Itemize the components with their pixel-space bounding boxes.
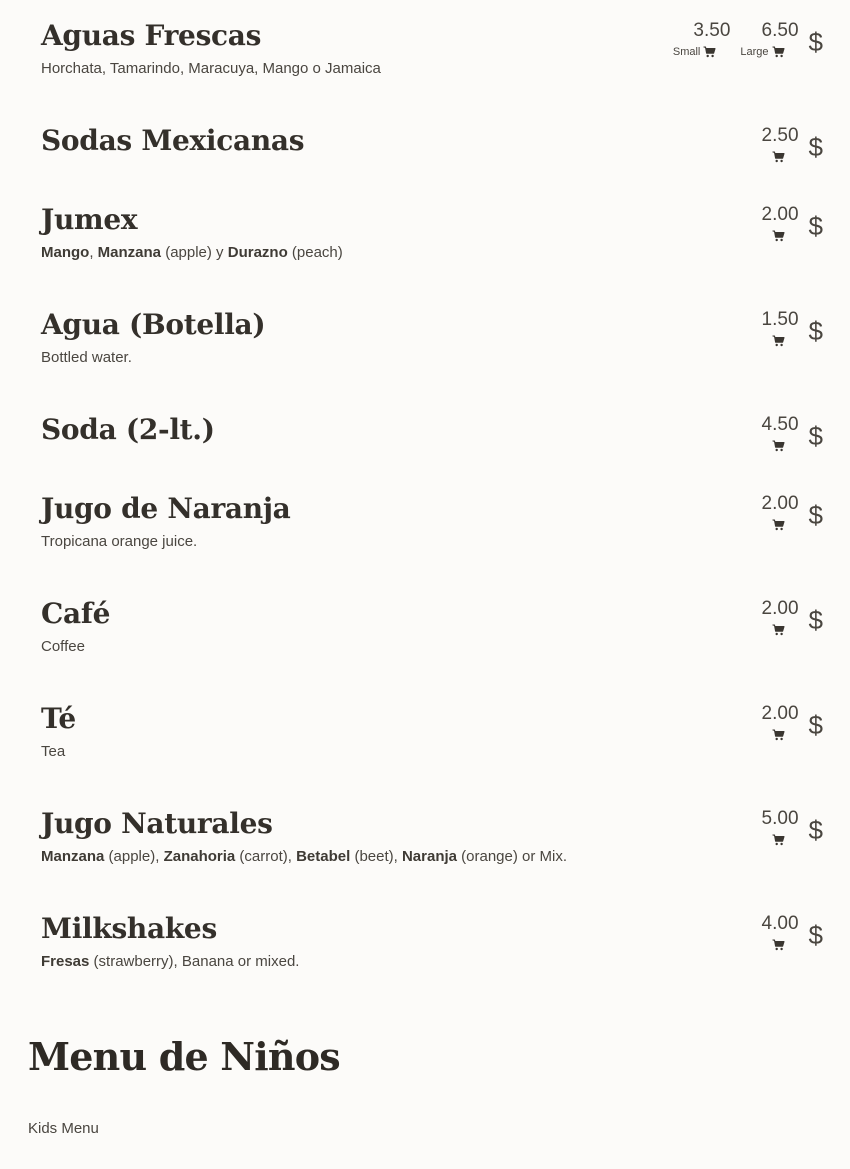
item-name: Té [41, 702, 76, 735]
item-description [41, 742, 65, 762]
shopping-cart-icon[interactable] [772, 834, 785, 846]
price-value: 4.00 [761, 913, 799, 934]
item-name: Milkshakes [41, 912, 217, 945]
price-value: 1.50 [761, 309, 799, 330]
price-value: 5.00 [761, 808, 799, 829]
price-value: 3.50 [693, 20, 731, 41]
price-group [752, 125, 850, 175]
description-highlight: Naranja [401, 848, 457, 865]
menu-item[interactable] [0, 398, 850, 488]
currency-sign: $ [808, 605, 823, 635]
description-text: (peach) [287, 244, 343, 261]
add-to-cart-button[interactable] [772, 228, 785, 244]
description-highlight: Zanahoria [163, 848, 236, 865]
item-description [41, 59, 381, 79]
price-value: 2.00 [761, 703, 799, 724]
item-name: Jugo Naturales [41, 807, 273, 840]
price-option[interactable] [673, 20, 731, 60]
menu-item[interactable] [0, 4, 850, 94]
currency-sign: $ [808, 920, 823, 950]
section-subtitle: Kids Menu [28, 1120, 99, 1137]
price-value: 2.50 [761, 125, 799, 146]
currency-sign: $ [808, 132, 823, 162]
shopping-cart-icon[interactable] [772, 151, 785, 163]
add-to-cart-button[interactable] [772, 622, 785, 638]
price-value: 4.50 [761, 414, 799, 435]
add-to-cart-button[interactable] [740, 44, 784, 60]
shopping-cart-icon[interactable] [703, 46, 716, 58]
add-to-cart-button[interactable] [772, 333, 785, 349]
item-description [41, 847, 567, 867]
section-title: Menu de Niños [28, 1034, 340, 1079]
item-name: Café [41, 597, 111, 630]
item-name: Aguas Frescas [41, 19, 262, 52]
currency-sign: $ [808, 815, 823, 845]
price-option[interactable] [762, 204, 799, 244]
item-description [41, 348, 132, 368]
price-group [752, 204, 850, 254]
description-text: (apple) y [161, 244, 228, 261]
size-label: Large [740, 46, 769, 58]
menu-item[interactable] [0, 293, 850, 383]
item-name: Soda (2-lt.) [41, 413, 215, 446]
add-to-cart-button[interactable] [772, 727, 785, 743]
item-name: Jugo de Naranja [41, 492, 291, 525]
item-name: Jumex [41, 203, 138, 236]
item-description [41, 243, 343, 263]
description-text: , [89, 244, 98, 261]
menu-item[interactable] [0, 897, 850, 987]
price-value: 2.00 [761, 493, 799, 514]
item-description [41, 532, 197, 552]
description-text: Coffee [41, 638, 85, 655]
price-group [752, 493, 850, 543]
menu-item[interactable] [0, 477, 850, 567]
description-highlight: Mango [41, 244, 90, 261]
description-text: Tropicana orange juice. [41, 533, 198, 550]
currency-sign: $ [808, 316, 823, 346]
add-to-cart-button[interactable] [772, 438, 785, 454]
description-text: (orange) or Mix. [457, 848, 568, 865]
price-option[interactable] [762, 703, 799, 743]
currency-sign: $ [808, 211, 823, 241]
price-option[interactable] [762, 913, 799, 953]
shopping-cart-icon[interactable] [772, 440, 785, 452]
price-group [752, 598, 850, 648]
price-group [752, 913, 850, 963]
add-to-cart-button[interactable] [772, 937, 785, 953]
description-highlight: Durazno [227, 244, 288, 261]
shopping-cart-icon[interactable] [772, 335, 785, 347]
currency-sign: $ [808, 421, 823, 451]
description-highlight: Betabel [296, 848, 351, 865]
price-group [752, 808, 850, 858]
shopping-cart-icon[interactable] [772, 624, 785, 636]
price-group [752, 414, 850, 464]
add-to-cart-button[interactable] [673, 44, 717, 60]
description-text: (carrot), [235, 848, 297, 865]
price-group [663, 20, 850, 70]
description-text: (apple), [104, 848, 164, 865]
add-to-cart-button[interactable] [772, 517, 785, 533]
item-name: Agua (Botella) [41, 308, 266, 341]
menu-item[interactable] [0, 109, 850, 199]
shopping-cart-icon[interactable] [772, 46, 785, 58]
shopping-cart-icon[interactable] [772, 939, 785, 951]
price-option[interactable] [762, 598, 799, 638]
description-text: Bottled water. [41, 349, 132, 366]
description-highlight: Manzana [41, 848, 105, 865]
item-description [41, 637, 85, 657]
item-description [41, 952, 299, 972]
shopping-cart-icon[interactable] [772, 729, 785, 741]
price-value: 2.00 [761, 204, 799, 225]
shopping-cart-icon[interactable] [772, 230, 785, 242]
price-option[interactable] [762, 808, 799, 848]
description-text: Horchata, Tamarindo, Maracuya, Mango o Jamaica [41, 60, 381, 77]
description-text: (strawberry), Banana or mixed. [89, 953, 300, 970]
menu-item[interactable] [0, 792, 850, 882]
price-option[interactable] [762, 125, 799, 165]
menu-item[interactable] [0, 188, 850, 278]
currency-sign: $ [808, 500, 823, 530]
description-highlight: Fresas [41, 953, 90, 970]
menu-item[interactable] [0, 687, 850, 777]
price-value: 6.50 [761, 20, 799, 41]
description-highlight: Manzana [97, 244, 162, 261]
price-option[interactable] [762, 309, 799, 349]
price-option[interactable] [762, 493, 799, 533]
currency-sign: $ [808, 710, 823, 740]
add-to-cart-button[interactable] [772, 832, 785, 848]
item-name: Sodas Mexicanas [41, 124, 305, 157]
price-group [752, 703, 850, 753]
description-text: Tea [41, 743, 66, 760]
price-group [752, 309, 850, 359]
description-text: (beet), [350, 848, 402, 865]
size-label: Small [672, 46, 701, 58]
menu-item[interactable] [0, 582, 850, 672]
price-option[interactable] [762, 414, 799, 454]
price-value: 2.00 [761, 598, 799, 619]
currency-sign: $ [808, 27, 823, 57]
price-option[interactable] [740, 20, 798, 60]
shopping-cart-icon[interactable] [772, 519, 785, 531]
add-to-cart-button[interactable] [772, 149, 785, 165]
